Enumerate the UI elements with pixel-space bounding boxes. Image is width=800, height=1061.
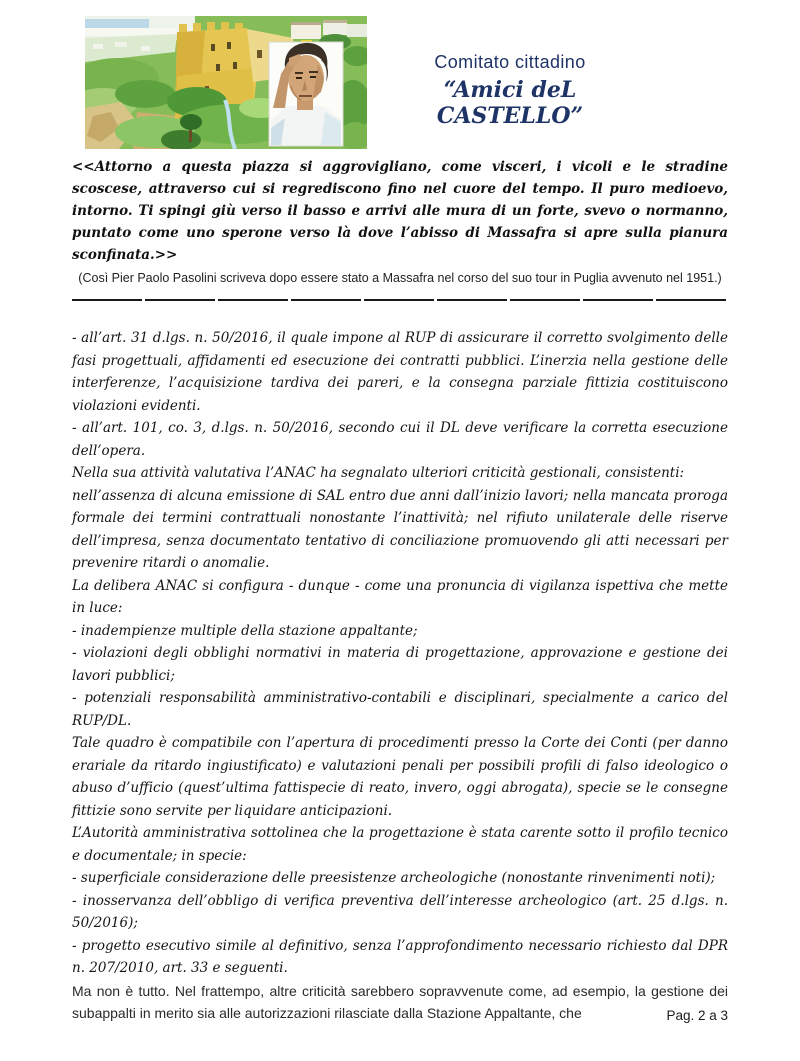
castle-painting-image — [85, 16, 367, 149]
body-paragraph: L’Autorità amministrativa sottolinea che la progettazione è stata carente sotto il profilo tecnico e documentale; in specie: — [72, 825, 728, 864]
page-number: Pag. 2 a 3 — [666, 1008, 728, 1023]
body-paragraph: Nella sua attività valutativa l’ANAC ha segnalato ulteriori criticità gestionali, consistenti: — [72, 465, 685, 481]
organization-subtitle: “Amici deL CASTELLO” — [436, 77, 584, 129]
body-paragraph: - all’art. 101, co. 3, d.lgs. n. 50/2016, secondo cui il DL deve verificare la corretta esecuzione dell’opera. — [72, 420, 728, 459]
content-column — [72, 156, 728, 1025]
quote-attribution: (Così Pier Paolo Pasolini scriveva dopo essere stato a Massafra nel corso del suo tour in Puglia avvenuto nel 1951.) — [78, 271, 722, 285]
document-header — [0, 0, 800, 150]
pasolini-quote: <<Attorno a questa piazza si aggrovigliano, come visceri, i vicoli e le stradine scoscese, attraverso cui si regrediscono fino nel cuore del tempo. Il puro medioevo, intorno. Ti spingi giù verso il basso e arrivi alle mura di un forte, svevo o normanno, puntato come uno sperone verso là dove l’abisso di Massafra si apre sulla pianura sconfinata.>> — [72, 159, 728, 263]
body-paragraph: - violazioni degli obblighi normativi in materia di progettazione, approvazione e gestione dei lavori pubblici; — [72, 645, 728, 684]
body-paragraph: La delibera ANAC si configura - dunque - come una pronuncia di vigilanza ispettiva che mette in luce: — [72, 577, 728, 616]
organization-name: Comitato cittadino — [434, 52, 586, 72]
body-paragraph: - all’art. 31 d.lgs. n. 50/2016, il quale impone al RUP di assicurare il corretto svolgimento delle fasi progettuali, affidamenti ed esecuzione dei contratti pubblici. L’inerzia nella gestione delle interferenze, l’acquisizione tardiva dei pareri, e la consegna parziale fittizia costituiscono violazioni evidenti. — [72, 330, 728, 414]
separator-line — [72, 299, 728, 301]
body-paragraph: nell’assenza di alcuna emissione di SAL entro due anni dall’inizio lavori; nella mancata proroga formale dei termini contrattuali nonostante l’inattività; nel rifiuto unilaterale delle riserve dell’impresa, senza documentato tentativo di conciliazione promuovendo gli atti necessari per prevenire ritardi o anomalie. — [72, 487, 728, 571]
body-paragraph: Tale quadro è compatibile con l’apertura di procedimenti presso la Corte dei Conti (per danno erariale da ritardo ingiustificato) e valutazioni penali per possibili profili di falso ideologico o abuso d’ufficio (quest’ultima fattispecie di reato, invero, oggi abrogata), specie se le consegne fittizie sono servite per liquidare anticipazioni. — [72, 735, 728, 819]
document-body — [72, 327, 728, 1025]
body-paragraph: - inosservanza dell’obbligo di verifica preventiva dell’interesse archeologico (art. 25 d.lgs. n. 50/2016); — [72, 892, 728, 931]
organization-title-block — [378, 52, 642, 129]
body-paragraph: - superficiale considerazione delle preesistenze archeologiche (nonostante rinvenimenti noti); — [72, 870, 716, 886]
castle-painting-artwork — [85, 16, 367, 149]
body-paragraph: - inadempienze multiple della stazione appaltante; — [72, 622, 418, 639]
body-paragraph: Ma non è tutto. Nel frattempo, altre criticità sarebbero sopravvenute come, ad esempio, la gestione dei subappalti in merito sia alle autorizzazioni rilasciate dalla Stazione Appaltante, che — [72, 982, 728, 1021]
body-paragraph: - potenziali responsabilità amministrativo-contabili e disciplinari, specialmente a carico del RUP/DL. — [72, 690, 728, 729]
body-paragraph: - progetto esecutivo simile al definitivo, senza l’approfondimento necessario richiesto dal DPR n. 207/2010, art. 33 e seguenti. — [72, 937, 728, 976]
